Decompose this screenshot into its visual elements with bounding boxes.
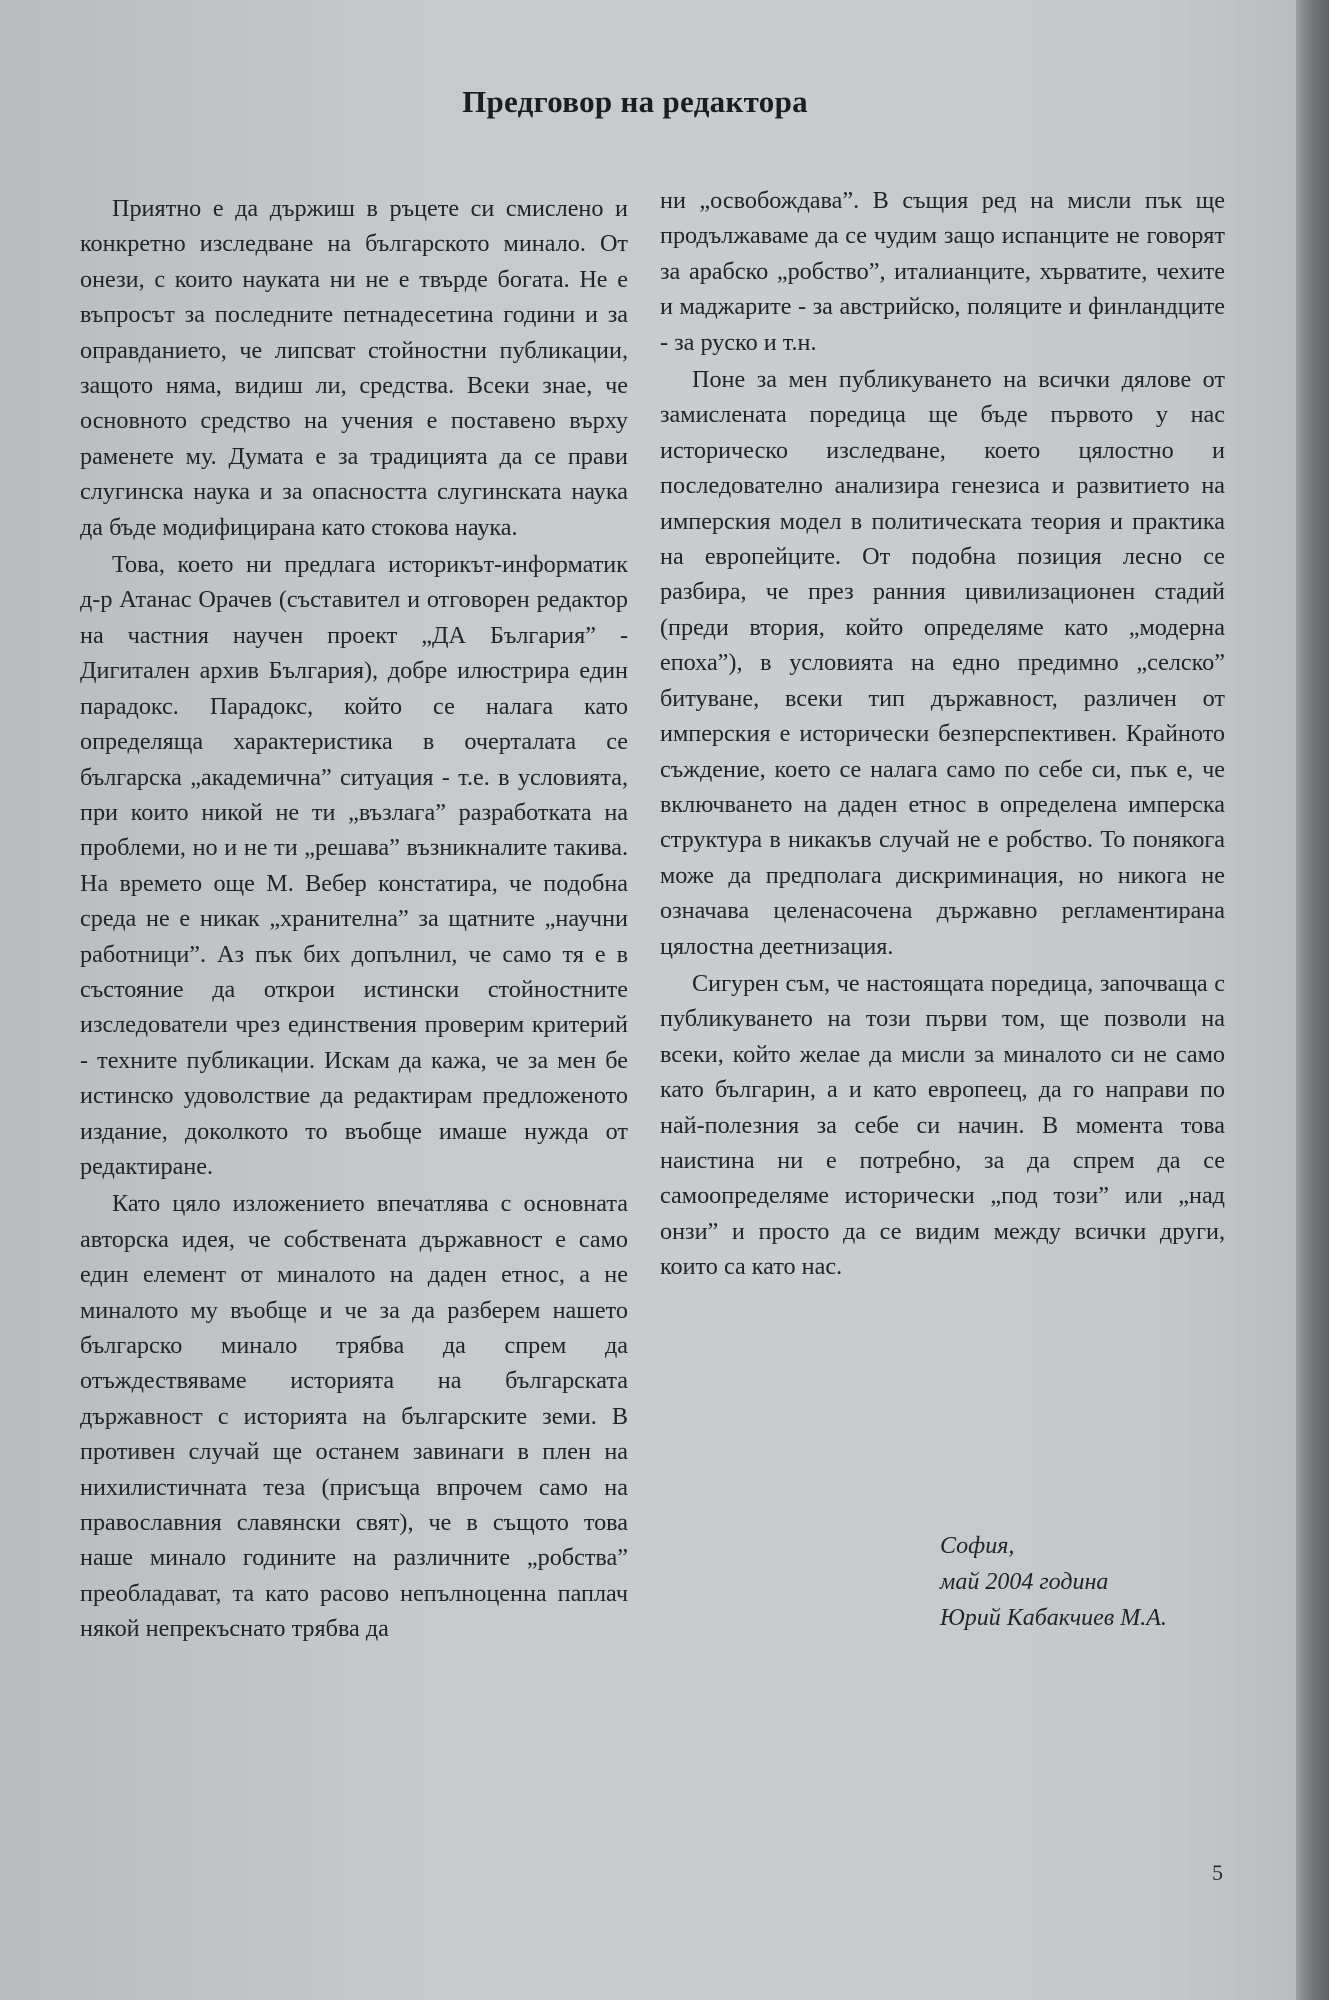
- page-number: 5: [1212, 1860, 1223, 1885]
- paragraph: Поне за мен публикуването на всички дялове от замислената поредица ще бъде първото у нас историческо изследване, което цялостно и последователно анализира генезиса и развитието на имперския модел в политическата теория и практика на европейците. От подобна позиция лесно се разбира, че през ранния цивилизационен стадий (преди втория, който определяме като „модерна епоха”), в условията на едно предимно „селско” битуване, всеки тип държавност, различен от имперския е исторически безперспективен. Крайното съждение, което се налага само по себе си, пък е, че включването на даден етнос в определена имперска структура в никакъв случай не е робство. То понякога може да предполага дискриминация, но никога не означава целенасочена държавно регламентирана цялостна деетнизация.: [660, 366, 1225, 960]
- paragraph: Това, което ни предлага историкът-информатик д-р Атанас Орачев (съставител и отговорен редактор на частния научен проект „ДА България” - Дигитален архив България), добре илюстрира един парадокс. Парадокс, който се налага като определяща характеристика в очерталата се българска „академична” ситуация - т.е. в условията, при които никой не ти „възлага” разработката на проблеми, но и не ти „решава” възникналите такива. На времето още М. Вебер констатира, че подобна среда не е никак „хранителна” за щатните „научни работници”. Аз пък бих допълнил, че само тя е в състояние да открои истински стойностните изследователи чрез единствения проверим критерий - техните публикации. Искам да кажа, че за мен бе истинско удоволствие да редактирам предложеното издание, доколкото то въобще имаше нужда от редактиране.: [80, 551, 628, 1180]
- signature-date: май 2004 година: [940, 1569, 1109, 1595]
- signature-author: Юрий Кабакчиев М.А.: [940, 1605, 1167, 1631]
- right-column: [660, 183, 1225, 1287]
- paragraph: Приятно е да държиш в ръцете си смислено и конкретно изследване на българското минало. От онези, с които науката ни не е твърде богата. Не е въпросът за последните петнадесетина години и за оправданието, че липсват стойностни публикации, защото няма, видиш ли, средства. Всеки знае, че основното средство на учения е поставено върху раменете му. Думата е за традицията да се прави слугинска наука и за опасността слугинската наука да бъде модифицирана като стокова наука.: [80, 195, 628, 541]
- signature-block: [940, 1528, 1167, 1636]
- signature-place: София,: [940, 1533, 1015, 1559]
- left-column: [80, 191, 628, 1649]
- page-edge-shadow: [1296, 0, 1329, 2000]
- paragraph: ни „освобождава”. В същия ред на мисли пък ще продължаваме да се чудим защо испанците не говорят за арабско „робство”, италианците, хърватите, чехите и маджарите - за австрийско, поляците и финландците - за руско и т.н.: [660, 187, 1225, 356]
- page-title: Предговор на редактора: [462, 84, 808, 119]
- paragraph: Като цяло изложението впечатлява с основната авторска идея, че собствената държавност е само един елемент от миналото на даден етнос, а не миналото му въобще и че за да разберем нашето българско минало трябва да спрем да отъждествяваме историята на българската държавност с историята на българските земи. В противен случай ще останем завинаги в плен на нихилистичната теза (присъща впрочем само на православния славянски свят), че в същото това наше минало годините на различните „робства” преобладават, та като расово непълноценна паплач някой непрекъснато трябва да: [80, 1190, 628, 1643]
- paragraph: Сигурен съм, че настоящата поредица, започваща с публикуването на този първи том, ще позволи на всеки, който желае да мисли за миналото си не само като българин, а и като европеец, да го направи по най-полезния за себе си начин. В момента това наистина ни е потребно, за да спрем да се самоопределяме исторически „под този” или „над онзи” и просто да се видим между всички други, които са като нас.: [660, 969, 1225, 1281]
